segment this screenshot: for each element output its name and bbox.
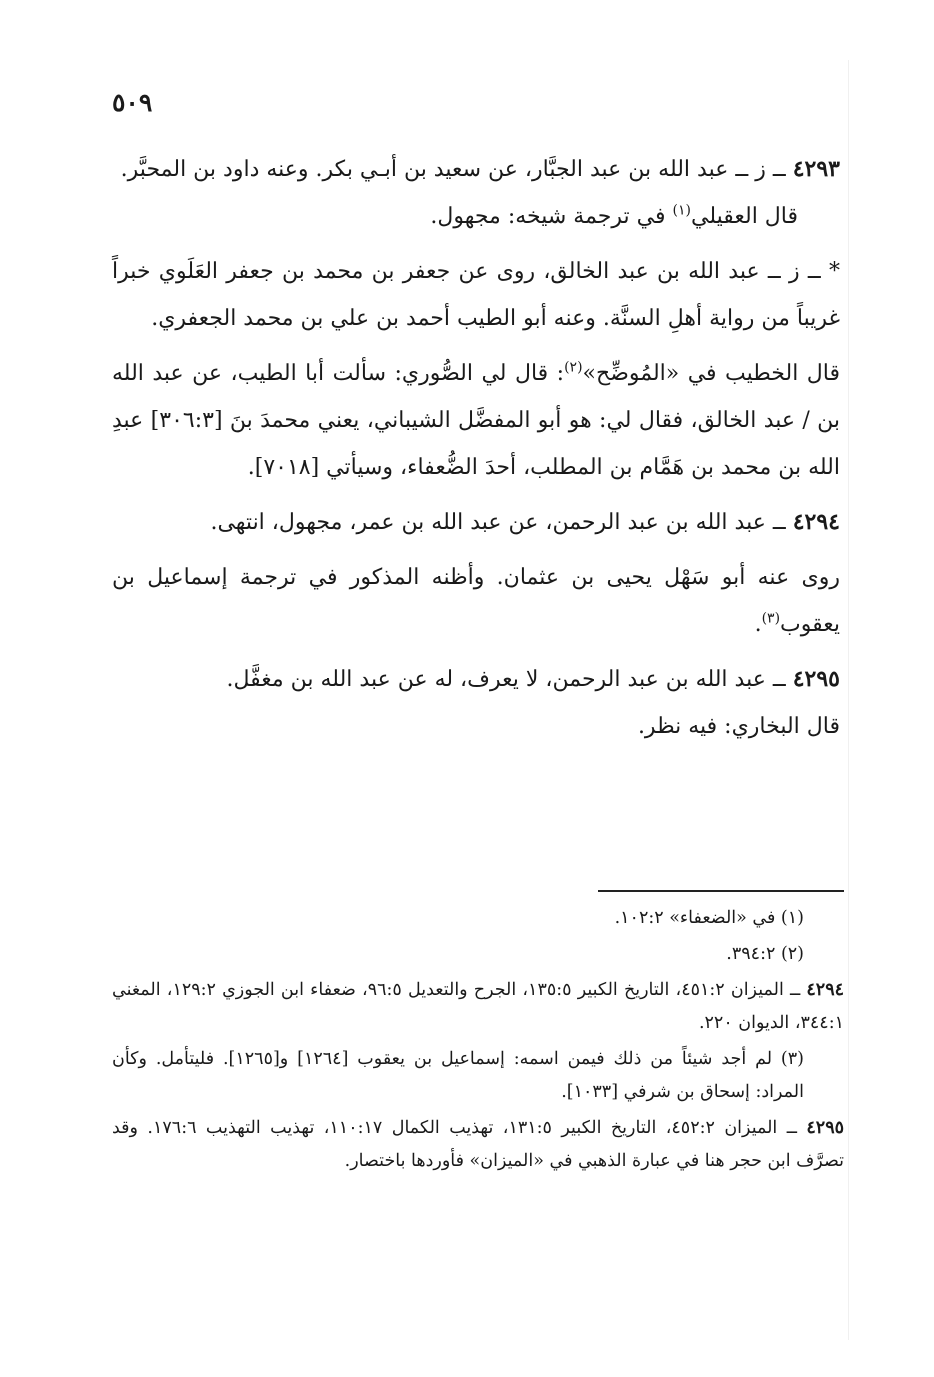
paragraph-uqayli	[112, 193, 840, 240]
footnote-3: (٣) لم أجد شيئاً من ذلك فيمن اسمه: إسماعيل بن يعقوب [١٢٦٤] و[١٢٦٥]. فليتأمل. وكأن المراد: إسحاق بن شرفي [١٠٣٣].	[112, 1049, 804, 1102]
paragraph-bukhari: قال البخاري: فيه نظر.	[637, 714, 840, 739]
footnote-text: ــ الميزان ٤٥٢:٢، التاريخ الكبير ١٣١:٥، تهذيب الكمال ١١٠:١٧، تهذيب التهذيب ١٧٦:٦. وقد تصرَّف ابن حجر هنا في عبارة الذهبي في «الميزان» فأوردها باختصار.	[112, 1118, 844, 1171]
paragraph-text: في ترجمة شيخه: مجهول.	[430, 204, 673, 229]
entry-number: ٤٢٩٣	[792, 156, 840, 182]
footnote-text: ــ الميزان ٤٥١:٢، التاريخ الكبير ١٣٥:٥، الجرح والتعديل ٩٦:٥، ضعفاء ابن الجوزي ١٢٩:٢، المغني ٣٤٤:١، الديوان ٢٢٠.	[112, 980, 844, 1033]
footnote-ref: (٢)	[564, 359, 583, 376]
footnote-4295	[112, 1112, 844, 1178]
main-text	[112, 146, 840, 758]
paragraph-text: .	[754, 612, 762, 637]
scan-edge-line	[848, 60, 849, 1340]
entry-number: ٤٢٩٥	[792, 666, 840, 692]
footnote-ref: (١)	[672, 202, 691, 219]
footnote-entry-number: ٤٢٩٥	[806, 1118, 844, 1138]
paragraph-text: روى عنه أبو سَهْل يحيى بن عثمان. وأظنه المذكور في ترجمة إسماعيل بن يعقوب	[112, 565, 840, 637]
footnote-4294	[112, 974, 844, 1040]
paragraph-khatib	[112, 350, 840, 491]
paragraph-text: قال العقيلي	[690, 204, 798, 229]
entry-4293	[112, 146, 840, 193]
entry-abdullah-abd-al-khaliq: * ــ ز ــ عبد الله بن عبد الخالق، روى عن جعفر بن محمد بن جعفر العَلَوي خبراً غريباً من رواية أهلِ السنَّة. وعنه أبو الطيب أحمد بن علي بن محمد الجعفري.	[112, 259, 840, 331]
paragraph-text: : قال لي الصُّوري: سألت أبا الطيب، عن عبد الله بن / عبد الخالق، فقال لي: هو أبو المفضَّل الشيباني، يعني محمدَ بنَ [٣٠٦:٣] عبدِ الله بن محمد بن هَمَّام بن المطلب، أحدَ الضُّعفاء، وسيأتي [٧٠١٨].	[112, 361, 840, 480]
footnote-separator	[598, 890, 844, 892]
entry-text: ــ عبد الله بن عبد الرحمن، لا يعرف، له عن عبد الله بن مغفَّل.	[226, 667, 793, 692]
footnote-1: (١) في «الضعفاء» ١٠٢:٢.	[614, 908, 804, 928]
footnote-ref: (٣)	[761, 610, 781, 627]
footnote-2: (٢) ٣٩٤:٢.	[726, 944, 804, 964]
entry-4295	[112, 656, 840, 703]
entry-text: ــ عبد الله بن عبد الرحمن، عن عبد الله بن عمر، مجهول، انتهى.	[210, 510, 793, 535]
entry-number: ٤٢٩٤	[792, 509, 840, 535]
paragraph-text: قال الخطيب في «المُوضِّح»	[582, 361, 840, 386]
page-number: ٥٠٩	[112, 88, 153, 117]
paragraph-abu-sahl	[112, 554, 840, 648]
entry-4294	[112, 499, 840, 546]
footnotes	[112, 902, 844, 1181]
footnote-entry-number: ٤٢٩٤	[806, 980, 844, 1000]
entry-text: ــ ز ــ عبد الله بن عبد الجبَّار، عن سعيد بن أبـي بكر. وعنه داود بن المحبَّر.	[120, 157, 793, 182]
